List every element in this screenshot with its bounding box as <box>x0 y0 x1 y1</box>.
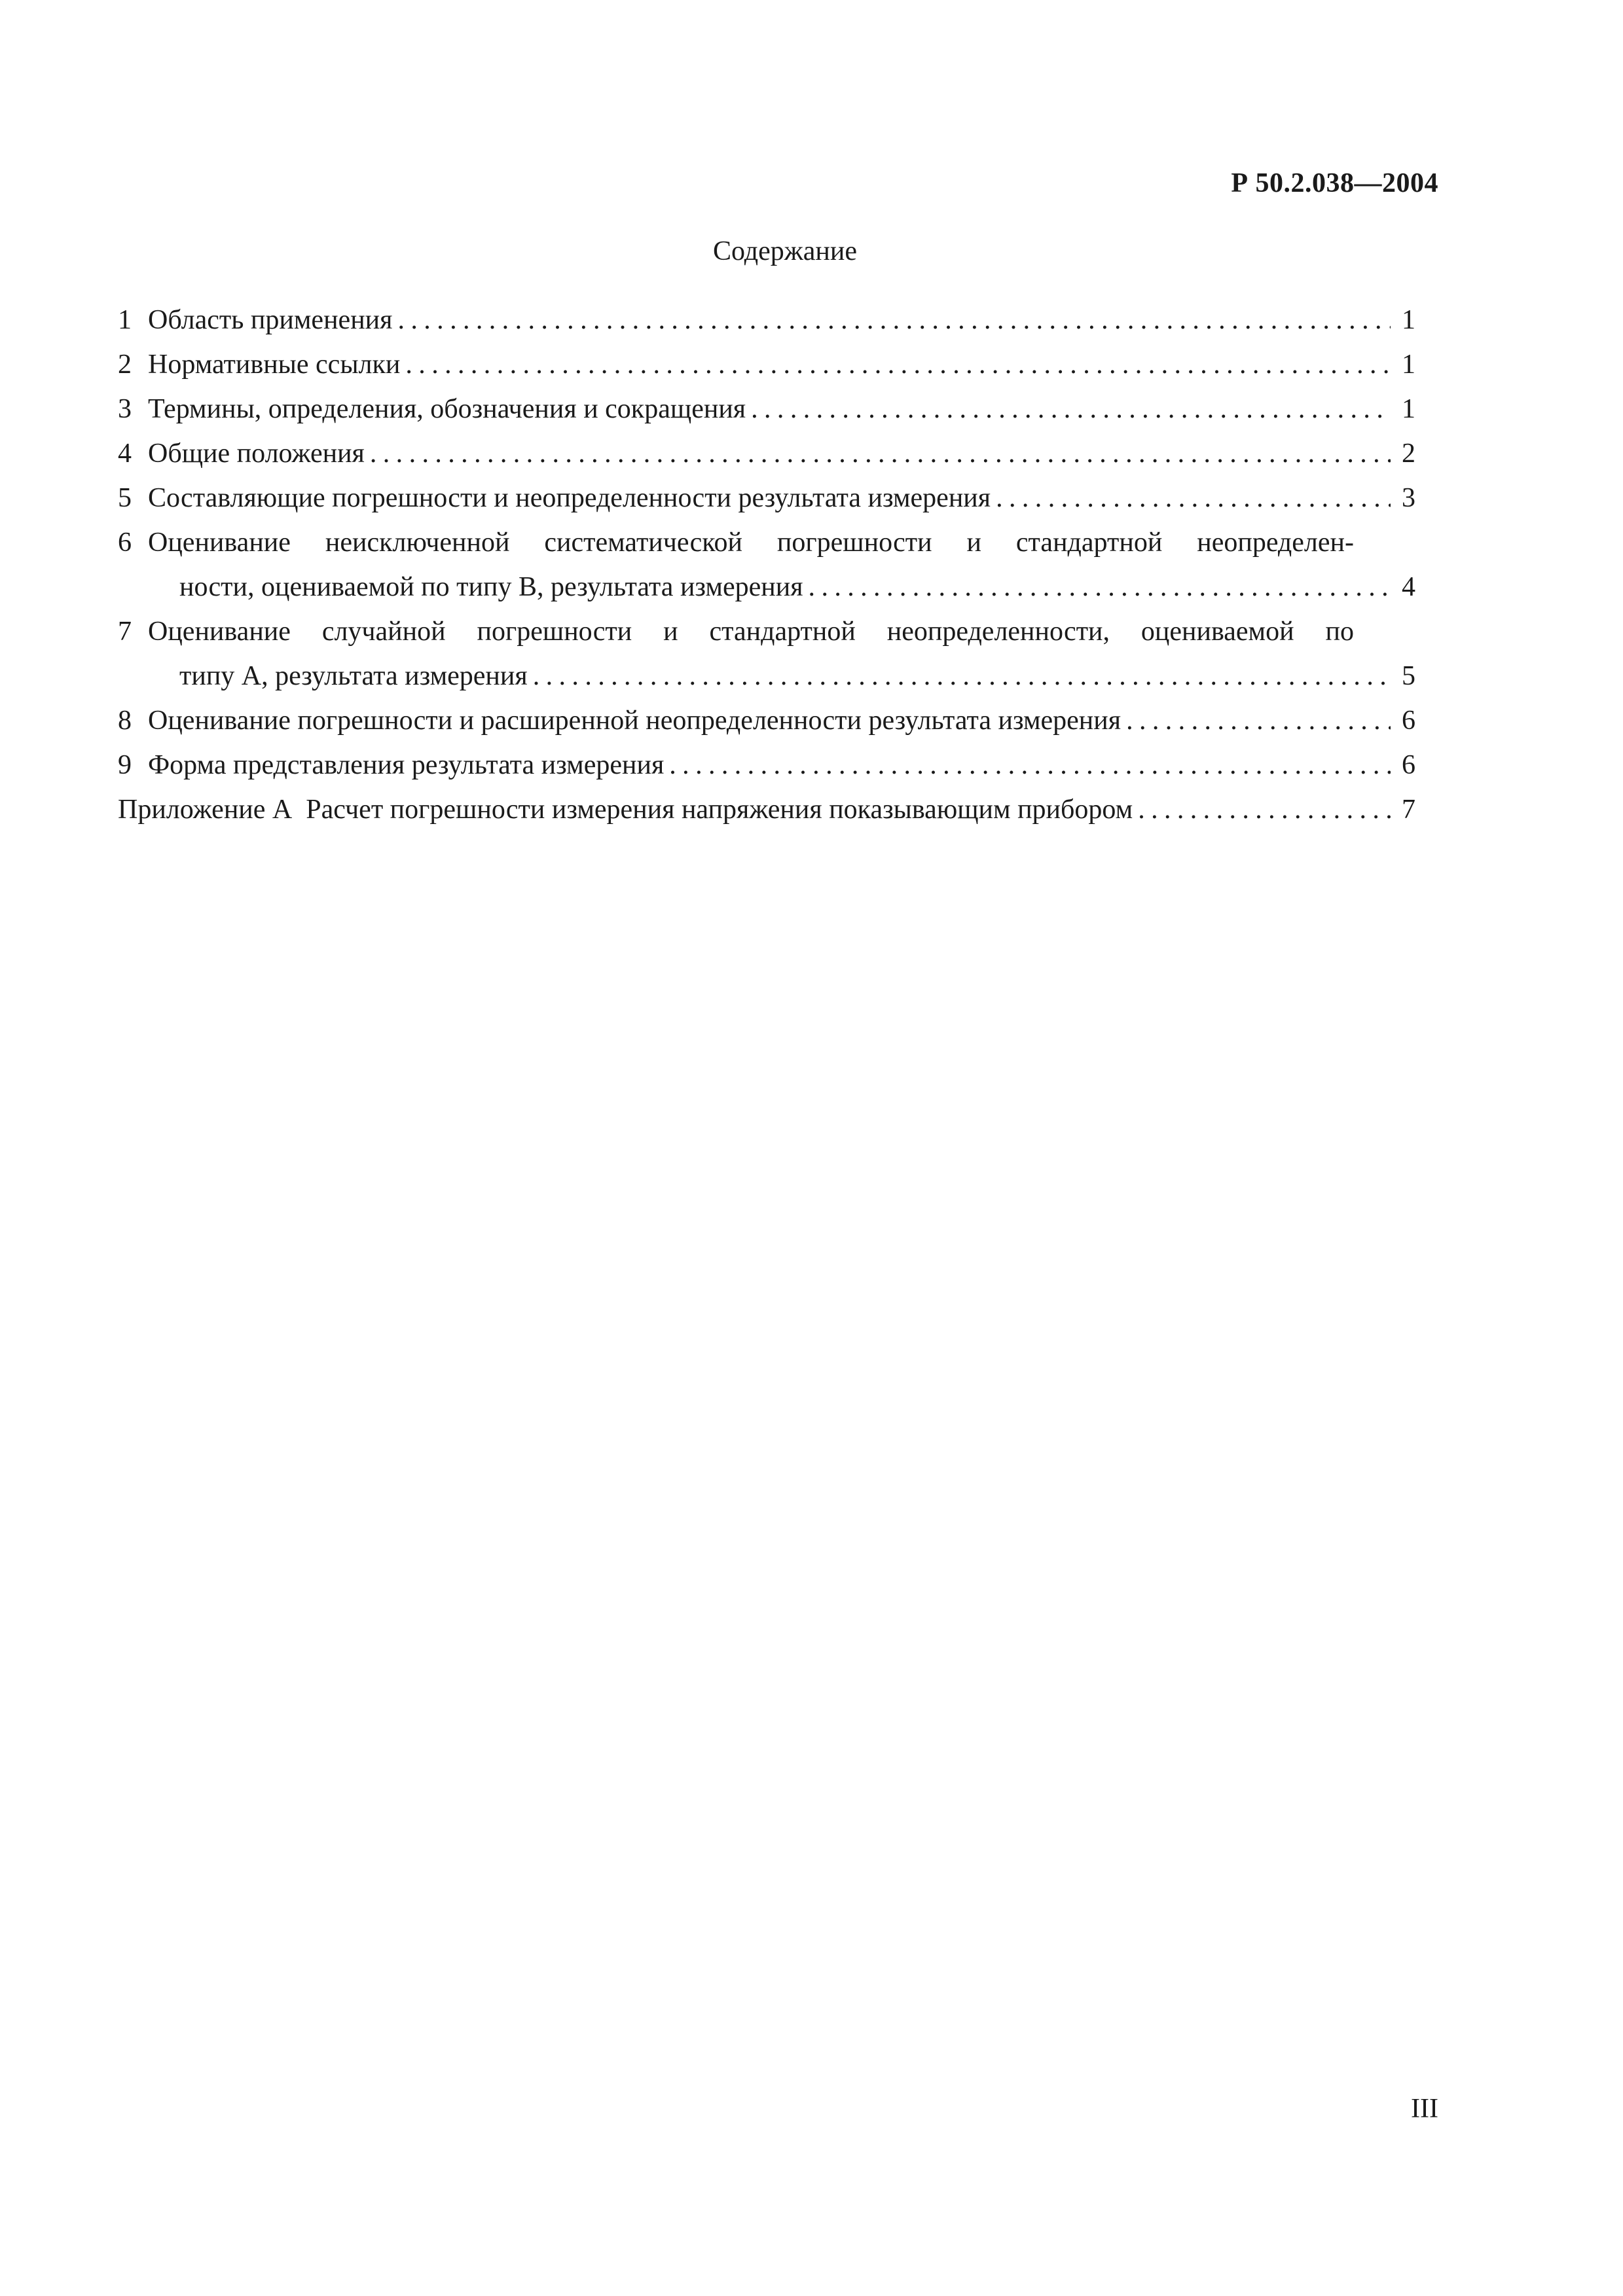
toc-entry-page: 5 <box>1402 661 1415 691</box>
toc-entry-title: Составляющие погрешности и неопределенности результата измерения <box>148 483 991 513</box>
toc-entry-page: 6 <box>1402 750 1415 780</box>
toc-entry-number: 9 <box>118 750 132 780</box>
toc-entry-title-line-1: Оценивание неисключенной систематической погрешности и стандартной неопределен- <box>148 528 1354 558</box>
toc-leader-dots <box>669 743 1391 787</box>
toc-entry-page: 7 <box>1402 795 1415 825</box>
toc-entry-6[interactable] <box>118 520 1415 609</box>
toc-leader-dots <box>996 476 1391 520</box>
document-code: Р 50.2.038—2004 <box>1231 168 1438 198</box>
toc-entry-title-line-1: Оценивание случайной погрешности и стандартной неопределенности, оцениваемой по <box>148 617 1354 647</box>
toc-entry-title: Общие положения <box>148 439 365 469</box>
toc-entry-3[interactable] <box>118 387 1415 431</box>
toc-entry-page: 2 <box>1402 439 1415 469</box>
toc-entry-title: Область применения <box>148 305 393 335</box>
toc-entry-title: Оценивание погрешности и расширенной неопределенности результата измерения <box>148 706 1122 736</box>
toc-entry-page: 4 <box>1402 572 1415 602</box>
toc-entry-number: 5 <box>118 483 132 513</box>
toc-entry-page: 1 <box>1402 394 1415 424</box>
toc-entry-title-line-2: ности, оцениваемой по типу В, результата измерения <box>179 572 803 602</box>
toc-entry-title: Нормативные ссылки <box>148 350 401 380</box>
toc-entry-number: 1 <box>118 305 132 335</box>
table-of-contents <box>118 298 1415 832</box>
toc-entry-appendix-a[interactable] <box>118 787 1415 832</box>
toc-entry-title: Форма представления результата измерения <box>148 750 665 780</box>
toc-entry-page: 1 <box>1402 305 1415 335</box>
toc-leader-dots <box>1126 698 1391 743</box>
toc-entry-4[interactable] <box>118 431 1415 476</box>
toc-entry-page: 1 <box>1402 350 1415 380</box>
toc-entry-number: 4 <box>118 439 132 469</box>
toc-entry-title: Приложение А Расчет погрешности измерения напряжения показывающим прибором <box>118 795 1133 825</box>
toc-entry-5[interactable] <box>118 476 1415 520</box>
page-number: III <box>1411 2094 1438 2124</box>
toc-entry-2[interactable] <box>118 342 1415 387</box>
toc-entry-title-line-2: типу А, результата измерения <box>179 661 528 691</box>
toc-leader-dots <box>397 298 1391 342</box>
toc-entry-number: 7 <box>118 617 132 647</box>
toc-leader-dots <box>370 431 1391 476</box>
toc-entry-page: 3 <box>1402 483 1415 513</box>
toc-entry-number: 6 <box>118 528 132 558</box>
toc-entry-8[interactable] <box>118 698 1415 743</box>
toc-leader-dots <box>1138 787 1391 832</box>
toc-leader-dots <box>405 342 1391 387</box>
toc-leader-dots <box>809 565 1391 609</box>
toc-entry-number: 8 <box>118 706 132 736</box>
toc-entry-number: 3 <box>118 394 132 424</box>
toc-entry-1[interactable] <box>118 298 1415 342</box>
toc-leader-dots <box>533 654 1391 698</box>
toc-entry-page: 6 <box>1402 706 1415 736</box>
toc-leader-dots <box>751 387 1391 431</box>
toc-entry-9[interactable] <box>118 743 1415 787</box>
toc-entry-number: 2 <box>118 350 132 380</box>
toc-entry-title: Термины, определения, обозначения и сокращения <box>148 394 746 424</box>
toc-title: Содержание <box>712 236 858 266</box>
toc-entry-7[interactable] <box>118 609 1415 698</box>
